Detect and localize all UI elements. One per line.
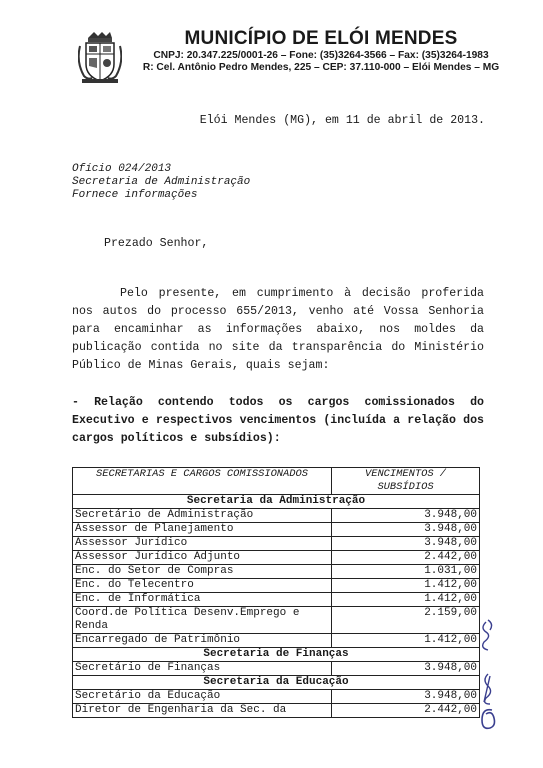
office-number: Ofício 024/2013 — [72, 163, 172, 175]
reference-block — [72, 163, 250, 202]
position-cell: Assessor Jurídico Adjunto — [73, 551, 332, 565]
table-row — [73, 662, 480, 676]
position-cell: Assessor de Planejamento — [73, 523, 332, 537]
position-cell: Enc. do Telecentro — [73, 579, 332, 593]
salary-cell: 2.159,00 — [332, 607, 480, 634]
position-cell: Secretário de Finanças — [73, 662, 332, 676]
department: Secretaria de Administração — [72, 176, 251, 188]
body-paragraph: Pelo presente, em cumprimento à decisão proferida nos autos do processo 655/2013, venho até Vossa Senhoria para encaminhar as informações abaixo, nos moldes da publicação contida no site da transparência do Ministério Público de Minas Gerais, quais sejam: — [72, 287, 484, 372]
position-cell: Secretário de Administração — [73, 509, 332, 523]
section-row — [73, 495, 480, 509]
table-row — [73, 579, 480, 593]
address-line: R: Cel. Antônio Pedro Mendes, 225 – CEP: 37.110-000 – Elói Mendes – MG — [142, 62, 500, 73]
table-row — [73, 634, 480, 648]
position-cell: Secretário da Educação — [73, 690, 332, 704]
position-cell: Coord.de Política Desenv.Emprego e Renda — [73, 607, 332, 634]
table-row — [73, 523, 480, 537]
position-cell: Assessor Jurídico — [73, 537, 332, 551]
greeting: Prezado Senhor, — [104, 237, 209, 250]
position-cell: Encarregado de Patrimônio — [73, 634, 332, 648]
header-positions: SECRETARIAS E CARGOS COMISSIONADOS — [73, 468, 332, 495]
letterhead — [78, 28, 508, 88]
table-body — [73, 495, 480, 718]
cnpj-contact-line: CNPJ: 20.347.225/0001-26 – Fone: (35)3264-3566 – Fax: (35)3264-1983 — [153, 50, 489, 61]
salary-cell: 3.948,00 — [332, 662, 480, 676]
salary-cell: 2.442,00 — [332, 551, 480, 565]
salary-table — [72, 467, 480, 718]
table-header-row — [73, 468, 480, 495]
table-row — [73, 509, 480, 523]
handwritten-initial — [478, 672, 498, 706]
salary-cell: 3.948,00 — [332, 509, 480, 523]
salary-cell: 3.948,00 — [332, 523, 480, 537]
section-title: Secretaria da Educação — [73, 676, 480, 690]
table-row — [73, 704, 480, 718]
table-row — [73, 565, 480, 579]
salary-cell: 1.412,00 — [332, 579, 480, 593]
position-cell: Diretor de Engenharia da Sec. da — [73, 704, 332, 718]
table-row — [73, 593, 480, 607]
position-cell: Enc. de Informática — [73, 593, 332, 607]
salary-cell: 2.442,00 — [332, 704, 480, 718]
page-number-handwritten — [478, 702, 500, 734]
table-row — [73, 537, 480, 551]
section-row — [73, 676, 480, 690]
table-row — [73, 607, 480, 634]
position-cell: Enc. do Setor de Compras — [73, 565, 332, 579]
salary-cell: 1.031,00 — [332, 565, 480, 579]
handwritten-initial — [478, 618, 500, 652]
header-salaries: VENCIMENTOS / SUBSÍDIOS — [332, 468, 480, 495]
section-title: Secretaria da Administração — [73, 495, 480, 509]
salary-cell: 1.412,00 — [332, 593, 480, 607]
subject: Fornece informações — [72, 189, 198, 201]
bullet-item: - Relação contendo todos os cargos comissionados do Executivo e respectivos vencimentos (incluída a relação dos cargos políticos e subsídios): — [72, 396, 484, 445]
coat-of-arms-icon — [78, 32, 122, 84]
section-title: Secretaria de Finanças — [73, 648, 480, 662]
table-row — [73, 690, 480, 704]
letter-date: Elói Mendes (MG), em 11 de abril de 2013. — [199, 114, 485, 127]
salary-cell: 3.948,00 — [332, 690, 480, 704]
salary-cell: 3.948,00 — [332, 537, 480, 551]
municipality-title: MUNICÍPIO DE ELÓI MENDES — [184, 28, 458, 49]
salary-cell: 1.412,00 — [332, 634, 480, 648]
table-row — [73, 551, 480, 565]
section-row — [73, 648, 480, 662]
